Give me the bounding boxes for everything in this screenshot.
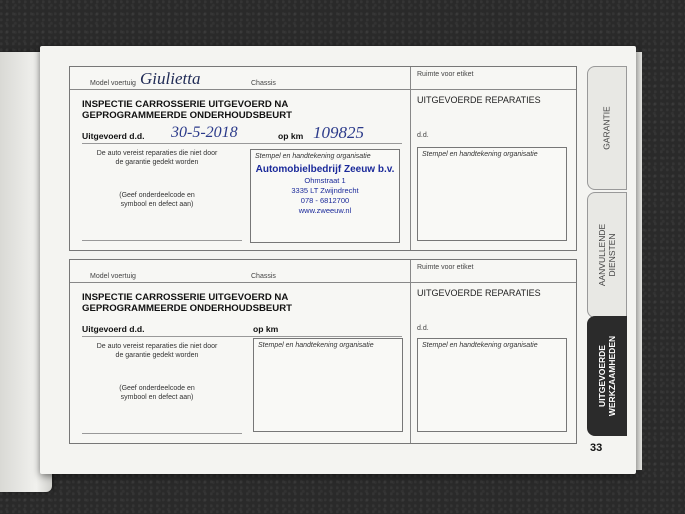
stamp-box-label: Stempel en handtekening organisatie: [258, 342, 374, 349]
km-label: op km: [253, 324, 279, 334]
stamp-box: [253, 338, 403, 432]
repairs-stamp-label: Stempel en handtekening organisatie: [422, 151, 538, 158]
repairs-date-label: d.d.: [417, 132, 429, 139]
done-date-handwritten: 30-5-2018: [171, 124, 238, 141]
km-handwritten: 109825: [313, 123, 364, 142]
title-line-1: INSPECTIE CARROSSERIE UITGEVOERD NA: [82, 99, 289, 110]
stamp-box-label: Stempel en handtekening organisatie: [255, 153, 371, 160]
title-line-1: INSPECTIE CARROSSERIE UITGEVOERD NA: [82, 292, 289, 303]
form-header-row: [70, 67, 576, 90]
tab-garantie[interactable]: GARANTIE: [587, 66, 627, 190]
done-date-label: Uitgevoerd d.d.: [82, 324, 145, 334]
tab-aanvullende-diensten[interactable]: AANVULLENDE DIENSTEN: [587, 192, 627, 318]
dealer-city: 3335 LT Zwijndrecht: [291, 186, 359, 195]
dealer-stamp: [251, 164, 399, 216]
underline: [82, 143, 402, 144]
warranty-note: De auto vereist reparaties die niet door de garantie gedekt worden: [96, 150, 218, 166]
page-number: 33: [590, 442, 603, 454]
sticker-space-label: Ruimte voor etiket: [417, 71, 474, 78]
stamp-box: [250, 149, 400, 243]
part-code-note: (Geef onderdeelcode en symbool en defect aan): [119, 385, 195, 401]
inspection-title: [82, 292, 362, 314]
title-line-2: GEPROGRAMMEERDE ONDERHOUDSBEURT: [82, 110, 293, 121]
show-through-text: [417, 107, 419, 116]
repairs-title: UITGEVOERDE REPARATIES: [417, 288, 541, 298]
left-panel-rule: [82, 240, 242, 241]
dealer-phone: 078 - 6812700: [300, 196, 350, 205]
model-label: Model voertuig: [90, 273, 136, 280]
repairs-stamp-label: Stempel en handtekening organisatie: [422, 342, 538, 349]
dealer-street: Ohmstraat 1: [304, 176, 346, 185]
repairs-title: UITGEVOERDE REPARATIES: [417, 95, 541, 105]
tab-uitgevoerde-werkzaamheden[interactable]: UITGEVOERDE WERKZAAMHEDEN: [587, 316, 627, 436]
km-label: op km: [278, 131, 304, 141]
repairs-date-label: d.d.: [417, 325, 429, 332]
inspection-form-filled: [69, 66, 577, 251]
column-divider: [410, 260, 411, 443]
inspection-title: [82, 99, 362, 121]
model-label: Model voertuig: [90, 80, 136, 87]
underline: [82, 336, 402, 337]
repairs-stamp-box: [417, 338, 567, 432]
column-divider: [410, 67, 411, 250]
booklet-page: [40, 46, 636, 474]
form-header-row: [70, 260, 576, 283]
model-handwritten-value: Giulietta: [140, 69, 201, 88]
title-line-2: GEPROGRAMMEERDE ONDERHOUDSBEURT: [82, 303, 293, 314]
part-code-note: (Geef onderdeelcode en symbool en defect aan): [119, 192, 195, 208]
chassis-label: Chassis: [251, 273, 276, 280]
left-panel-rule: [82, 433, 242, 434]
repairs-stamp-box: [417, 147, 567, 241]
sticker-space-label: Ruimte voor etiket: [417, 264, 474, 271]
chassis-label: Chassis: [251, 80, 276, 87]
dealer-website: www.zweeuw.nl: [298, 206, 352, 215]
inspection-form-empty: [69, 259, 577, 444]
dealer-name: Automobielbedrijf Zeeuw b.v.: [255, 164, 395, 175]
warranty-note: De auto vereist reparaties die niet door de garantie gedekt worden: [96, 343, 218, 359]
done-date-label: Uitgevoerd d.d.: [82, 131, 145, 141]
